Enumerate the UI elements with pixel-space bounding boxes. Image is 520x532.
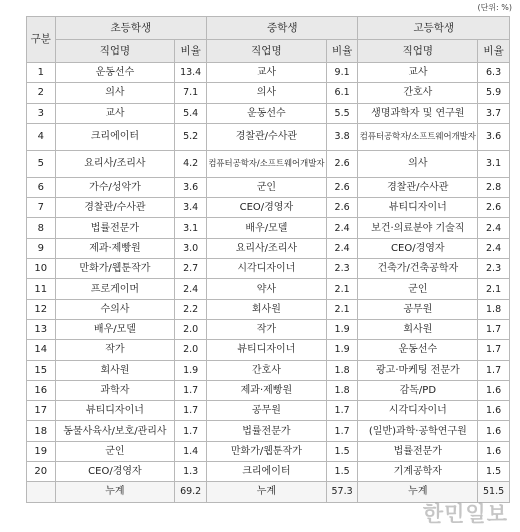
high-ratio-cell: 3.1 — [478, 150, 510, 177]
high-ratio-cell: 2.1 — [478, 279, 510, 299]
elementary-job-cell: 수의사 — [55, 299, 175, 319]
middle-ratio-cell: 1.8 — [326, 360, 358, 380]
high-job-cell: 보건·의료분야 기술직 — [358, 218, 478, 238]
elementary-ratio-cell: 3.1 — [175, 218, 207, 238]
middle-job-cell: 작가 — [207, 319, 327, 339]
middle-job-cell: 뷰티디자이너 — [207, 340, 327, 360]
rank-cell: 5 — [27, 150, 56, 177]
table-row — [27, 259, 510, 279]
elementary-ratio-cell: 1.7 — [175, 380, 207, 400]
high-ratio-cell: 5.9 — [478, 83, 510, 103]
table-row — [27, 421, 510, 441]
table-row — [27, 83, 510, 103]
rank-header: 구분 — [27, 17, 56, 63]
table-row — [27, 198, 510, 218]
middle-job-cell: 만화가/웹툰작가 — [207, 441, 327, 461]
elementary-job-cell: 군인 — [55, 441, 175, 461]
elementary-job-cell: 회사원 — [55, 360, 175, 380]
rank-cell: 4 — [27, 123, 56, 150]
elementary-ratio-cell: 2.0 — [175, 340, 207, 360]
high-group-header: 고등학생 — [358, 17, 510, 40]
high-ratio-cell: 1.6 — [478, 441, 510, 461]
table-row — [27, 123, 510, 150]
total-middle-ratio: 57.3 — [326, 482, 358, 502]
elementary-ratio-cell: 1.4 — [175, 441, 207, 461]
rank-cell: 20 — [27, 462, 56, 482]
middle-ratio-cell: 2.4 — [326, 218, 358, 238]
middle-job-cell: 경찰관/수사관 — [207, 123, 327, 150]
elementary-job-cell: 프로게이머 — [55, 279, 175, 299]
middle-ratio-cell: 5.5 — [326, 103, 358, 123]
high-job-cell: 시각디자이너 — [358, 401, 478, 421]
elementary-job-cell: 의사 — [55, 83, 175, 103]
rank-cell: 13 — [27, 319, 56, 339]
middle-job-cell: 군인 — [207, 177, 327, 197]
high-ratio-cell: 2.4 — [478, 218, 510, 238]
middle-ratio-cell: 1.9 — [326, 319, 358, 339]
middle-job-cell: 제과·제빵원 — [207, 380, 327, 400]
middle-ratio-cell: 1.7 — [326, 401, 358, 421]
elementary-ratio-cell: 1.7 — [175, 401, 207, 421]
table-row — [27, 401, 510, 421]
high-ratio-cell: 1.8 — [478, 299, 510, 319]
high-ratio-cell: 2.3 — [478, 259, 510, 279]
elementary-job-cell: 가수/성악가 — [55, 177, 175, 197]
middle-ratio-cell: 2.6 — [326, 198, 358, 218]
high-job-cell: 공무원 — [358, 299, 478, 319]
table-row — [27, 380, 510, 400]
middle-job-cell: 공무원 — [207, 401, 327, 421]
high-ratio-cell: 1.6 — [478, 421, 510, 441]
high-job-cell: 경찰관/수사관 — [358, 177, 478, 197]
elementary-job-cell: 크리에이터 — [55, 123, 175, 150]
table-row — [27, 238, 510, 258]
table-row — [27, 299, 510, 319]
total-high-ratio: 51.5 — [478, 482, 510, 502]
rank-cell: 18 — [27, 421, 56, 441]
middle-job-cell: 법률전문가 — [207, 421, 327, 441]
rank-cell: 17 — [27, 401, 56, 421]
middle-job-cell: 배우/모델 — [207, 218, 327, 238]
middle-ratio-cell: 2.6 — [326, 177, 358, 197]
high-job-cell: 군인 — [358, 279, 478, 299]
table-row — [27, 340, 510, 360]
rank-cell: 2 — [27, 83, 56, 103]
high-job-cell: 간호사 — [358, 83, 478, 103]
middle-job-cell: 의사 — [207, 83, 327, 103]
rank-cell: 12 — [27, 299, 56, 319]
rank-cell: 9 — [27, 238, 56, 258]
middle-job-cell: CEO/경영자 — [207, 198, 327, 218]
high-job-cell: 회사원 — [358, 319, 478, 339]
rank-cell: 11 — [27, 279, 56, 299]
total-label: 누계 — [55, 482, 175, 502]
middle-job-cell: 운동선수 — [207, 103, 327, 123]
rank-cell: 7 — [27, 198, 56, 218]
middle-job-cell: 교사 — [207, 63, 327, 83]
middle-ratio-cell: 3.8 — [326, 123, 358, 150]
career-ranking-table — [26, 16, 510, 503]
elementary-ratio-cell: 2.2 — [175, 299, 207, 319]
middle-job-cell: 컴퓨터공학자/소프트웨어개발자 — [207, 150, 327, 177]
rank-cell: 10 — [27, 259, 56, 279]
high-ratio-cell: 1.7 — [478, 340, 510, 360]
high-ratio-cell: 2.4 — [478, 238, 510, 258]
high-job-cell: 의사 — [358, 150, 478, 177]
rank-cell: 3 — [27, 103, 56, 123]
middle-ratio-cell: 9.1 — [326, 63, 358, 83]
middle-ratio-cell: 2.6 — [326, 150, 358, 177]
table-row — [27, 150, 510, 177]
elementary-ratio-cell: 3.6 — [175, 177, 207, 197]
high-job-cell: 교사 — [358, 63, 478, 83]
table-row — [27, 441, 510, 461]
high-job-cell: 컴퓨터공학자/소프트웨어개발자 — [358, 123, 478, 150]
high-job-cell: 건축가/건축공학자 — [358, 259, 478, 279]
elementary-job-cell: 법률전문가 — [55, 218, 175, 238]
middle-ratio-cell: 2.1 — [326, 299, 358, 319]
total-label: 누계 — [207, 482, 327, 502]
high-ratio-cell: 6.3 — [478, 63, 510, 83]
total-rank-cell — [27, 482, 56, 502]
high-job-cell: 감독/PD — [358, 380, 478, 400]
rank-cell: 8 — [27, 218, 56, 238]
high-ratio-cell: 1.7 — [478, 319, 510, 339]
elementary-job-cell: 운동선수 — [55, 63, 175, 83]
high-ratio-cell: 2.6 — [478, 198, 510, 218]
elementary-ratio-cell: 5.4 — [175, 103, 207, 123]
high-ratio-cell: 3.7 — [478, 103, 510, 123]
table-row — [27, 103, 510, 123]
high-ratio-cell: 1.5 — [478, 462, 510, 482]
elementary-group-header: 초등학생 — [55, 17, 206, 40]
table-row — [27, 177, 510, 197]
middle-ratio-cell: 1.5 — [326, 441, 358, 461]
elementary-job-cell: 배우/모델 — [55, 319, 175, 339]
high-job-cell: CEO/경영자 — [358, 238, 478, 258]
elementary-ratio-cell: 3.4 — [175, 198, 207, 218]
rank-cell: 6 — [27, 177, 56, 197]
job-header: 직업명 — [207, 40, 327, 63]
elementary-ratio-cell: 13.4 — [175, 63, 207, 83]
table-row — [27, 360, 510, 380]
elementary-ratio-cell: 7.1 — [175, 83, 207, 103]
rank-cell: 16 — [27, 380, 56, 400]
middle-ratio-cell: 1.5 — [326, 462, 358, 482]
elementary-ratio-cell: 5.2 — [175, 123, 207, 150]
elementary-ratio-cell: 4.2 — [175, 150, 207, 177]
elementary-ratio-cell: 2.7 — [175, 259, 207, 279]
elementary-ratio-cell: 2.0 — [175, 319, 207, 339]
high-job-cell: 광고·마케팅 전문가 — [358, 360, 478, 380]
high-job-cell: 법률전문가 — [358, 441, 478, 461]
middle-ratio-cell: 2.4 — [326, 238, 358, 258]
middle-ratio-cell: 1.9 — [326, 340, 358, 360]
elementary-job-cell: 요리사/조리사 — [55, 150, 175, 177]
table-row — [27, 63, 510, 83]
total-label: 누계 — [358, 482, 478, 502]
newspaper-watermark: 한민일보 — [422, 502, 508, 526]
unit-label: (단위: %) — [477, 3, 512, 12]
ratio-header: 비율 — [326, 40, 358, 63]
middle-ratio-cell: 1.8 — [326, 380, 358, 400]
elementary-job-cell: 동물사육사/보호/관리사 — [55, 421, 175, 441]
table-row — [27, 279, 510, 299]
elementary-job-cell: 뷰티디자이너 — [55, 401, 175, 421]
elementary-job-cell: 제과·제빵원 — [55, 238, 175, 258]
high-ratio-cell: 2.8 — [478, 177, 510, 197]
middle-job-cell: 회사원 — [207, 299, 327, 319]
elementary-job-cell: 만화가/웹툰작가 — [55, 259, 175, 279]
job-header: 직업명 — [358, 40, 478, 63]
high-job-cell: 생명과학자 및 연구원 — [358, 103, 478, 123]
ratio-header: 비율 — [478, 40, 510, 63]
middle-job-cell: 간호사 — [207, 360, 327, 380]
elementary-job-cell: 작가 — [55, 340, 175, 360]
rank-cell: 19 — [27, 441, 56, 461]
ratio-header: 비율 — [175, 40, 207, 63]
job-header: 직업명 — [55, 40, 175, 63]
table-row — [27, 319, 510, 339]
elementary-ratio-cell: 3.0 — [175, 238, 207, 258]
rank-cell: 1 — [27, 63, 56, 83]
high-ratio-cell: 3.6 — [478, 123, 510, 150]
elementary-job-cell: CEO/경영자 — [55, 462, 175, 482]
middle-ratio-cell: 2.1 — [326, 279, 358, 299]
high-job-cell: 뷰티디자이너 — [358, 198, 478, 218]
elementary-job-cell: 교사 — [55, 103, 175, 123]
high-job-cell: (일반)과학·공학연구원 — [358, 421, 478, 441]
elementary-ratio-cell: 1.7 — [175, 421, 207, 441]
high-job-cell: 운동선수 — [358, 340, 478, 360]
rank-cell: 15 — [27, 360, 56, 380]
elementary-ratio-cell: 1.3 — [175, 462, 207, 482]
elementary-job-cell: 과학자 — [55, 380, 175, 400]
middle-job-cell: 요리사/조리사 — [207, 238, 327, 258]
rank-cell: 14 — [27, 340, 56, 360]
middle-ratio-cell: 2.3 — [326, 259, 358, 279]
high-ratio-cell: 1.7 — [478, 360, 510, 380]
high-ratio-cell: 1.6 — [478, 380, 510, 400]
middle-job-cell: 크리에이터 — [207, 462, 327, 482]
elementary-job-cell: 경찰관/수사관 — [55, 198, 175, 218]
total-elementary-ratio: 69.2 — [175, 482, 207, 502]
middle-job-cell: 시각디자이너 — [207, 259, 327, 279]
elementary-ratio-cell: 1.9 — [175, 360, 207, 380]
high-job-cell: 기계공학자 — [358, 462, 478, 482]
middle-ratio-cell: 1.7 — [326, 421, 358, 441]
table-body — [27, 63, 510, 482]
middle-ratio-cell: 6.1 — [326, 83, 358, 103]
table-row — [27, 462, 510, 482]
table-row — [27, 218, 510, 238]
middle-group-header: 중학생 — [207, 17, 358, 40]
elementary-ratio-cell: 2.4 — [175, 279, 207, 299]
middle-job-cell: 약사 — [207, 279, 327, 299]
high-ratio-cell: 1.6 — [478, 401, 510, 421]
